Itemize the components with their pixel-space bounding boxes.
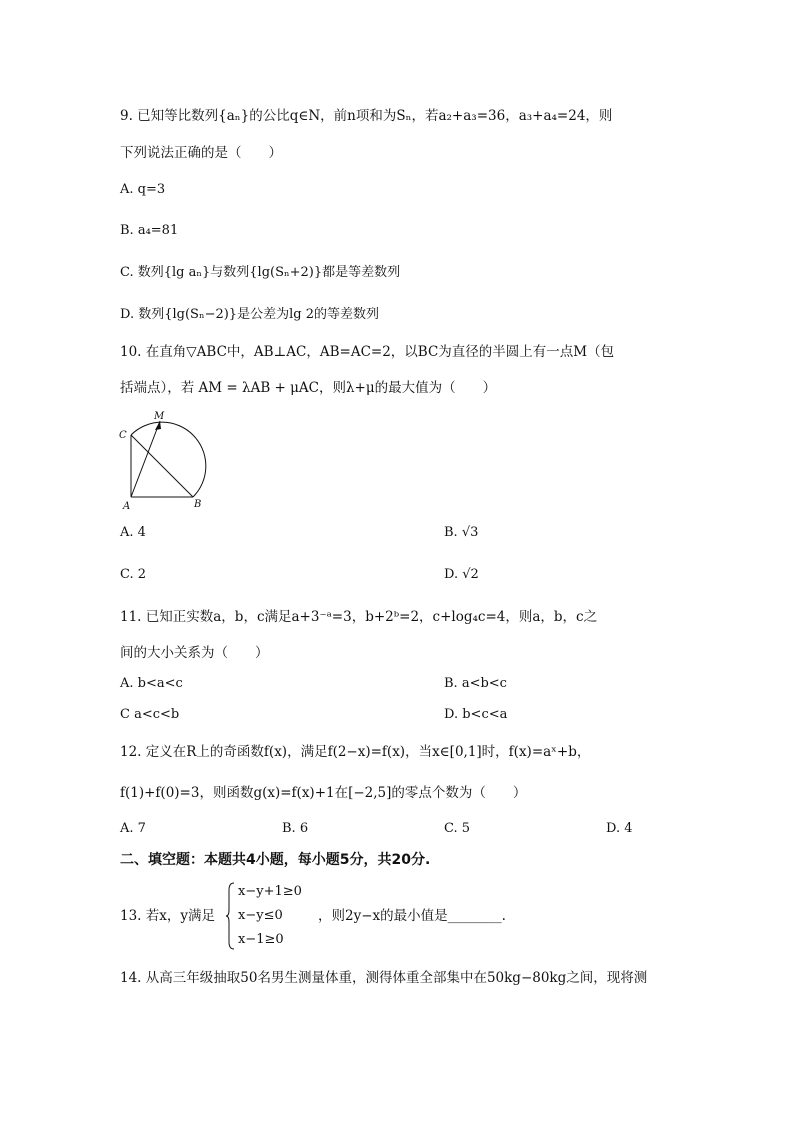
q9-option-d: D. 数列{lg(Sₙ−2)}是公差为lg 2的等差数列 [120,307,379,322]
q10-geometry-figure [117,408,217,513]
q11-option-b: B. a<b<c [444,676,507,691]
label-b: B [194,499,202,510]
label-m: M [154,411,165,422]
q13-inequality-3: x−1≥0 [238,932,284,947]
section-fill-in-heading: 二、填空题：本题共4小题，每小题5分，共20分. [120,852,431,868]
label-a: A [123,501,131,512]
q10-line1: 10. 在直角▽ABC中，AB⊥AC，AB=AC=2，以BC为直径的半圆上有一点M（包 [120,344,615,360]
segment-cb [131,435,193,497]
q11-option-a: A. b<a<c [120,676,183,691]
q12-option-a: A. 7 [120,821,146,836]
system-brace [225,882,235,950]
q9-option-a: A. q=3 [120,182,166,197]
q11-option-c: C a<c<b [120,707,180,722]
q12-line1: 12. 定义在R上的奇函数f(x)，满足f(2−x)=f(x)，当x∈[0,1]时，f(x)=aˣ+b， [120,744,591,760]
q10-option-d: D. √2 [444,567,479,582]
q12-option-c: C. 5 [444,821,471,836]
q13-inequality-2: x−y≤0 [238,908,283,923]
q9-option-c: C. 数列{lg aₙ}与数列{lg(Sₙ+2)}都是等差数列 [120,265,401,280]
q13-suffix: ，则2y−x的最小值是________. [318,908,506,924]
q11-option-d: D. b<c<a [444,707,508,722]
q12-line2: f(1)+f(0)=3，则函数g(x)=f(x)+1在[−2,5]的零点个数为（ ） [120,785,527,801]
q10-option-a: A. 4 [120,525,146,540]
q11-line1: 11. 已知正实数a，b，c满足a+3⁻ᵃ=3，b+2ᵇ=2，c+log₄c=4，则a，b，c之 [120,609,598,625]
q13-inequality-1: x−y+1≥0 [238,884,302,899]
q12-option-d: D. 4 [606,821,633,836]
label-c: C [119,430,127,441]
q13-prefix: 13. 若x，y满足 [120,908,216,924]
q10-option-b: B. √3 [444,525,479,540]
q9-line1: 9. 已知等比数列{aₙ}的公比q∈N，前n项和为Sₙ，若a₂+a₃=36，a₃+a₄=24，则 [120,108,613,124]
semicircle-arc [131,422,206,497]
q10-line2: 括端点），若 AM = λAB + μAC，则λ+μ的最大值为（ ） [120,380,497,396]
q14-line1: 14. 从高三年级抽取50名男生测量体重，测得体重全部集中在50kg−80kg之间，现将测 [120,970,648,986]
q11-line2: 间的大小关系为（ ） [120,645,269,661]
q12-option-b: B. 6 [282,821,309,836]
q9-line2: 下列说法正确的是（ ） [120,145,282,161]
q9-option-b: B. a₄=81 [120,223,179,238]
q10-option-c: C. 2 [120,567,147,582]
